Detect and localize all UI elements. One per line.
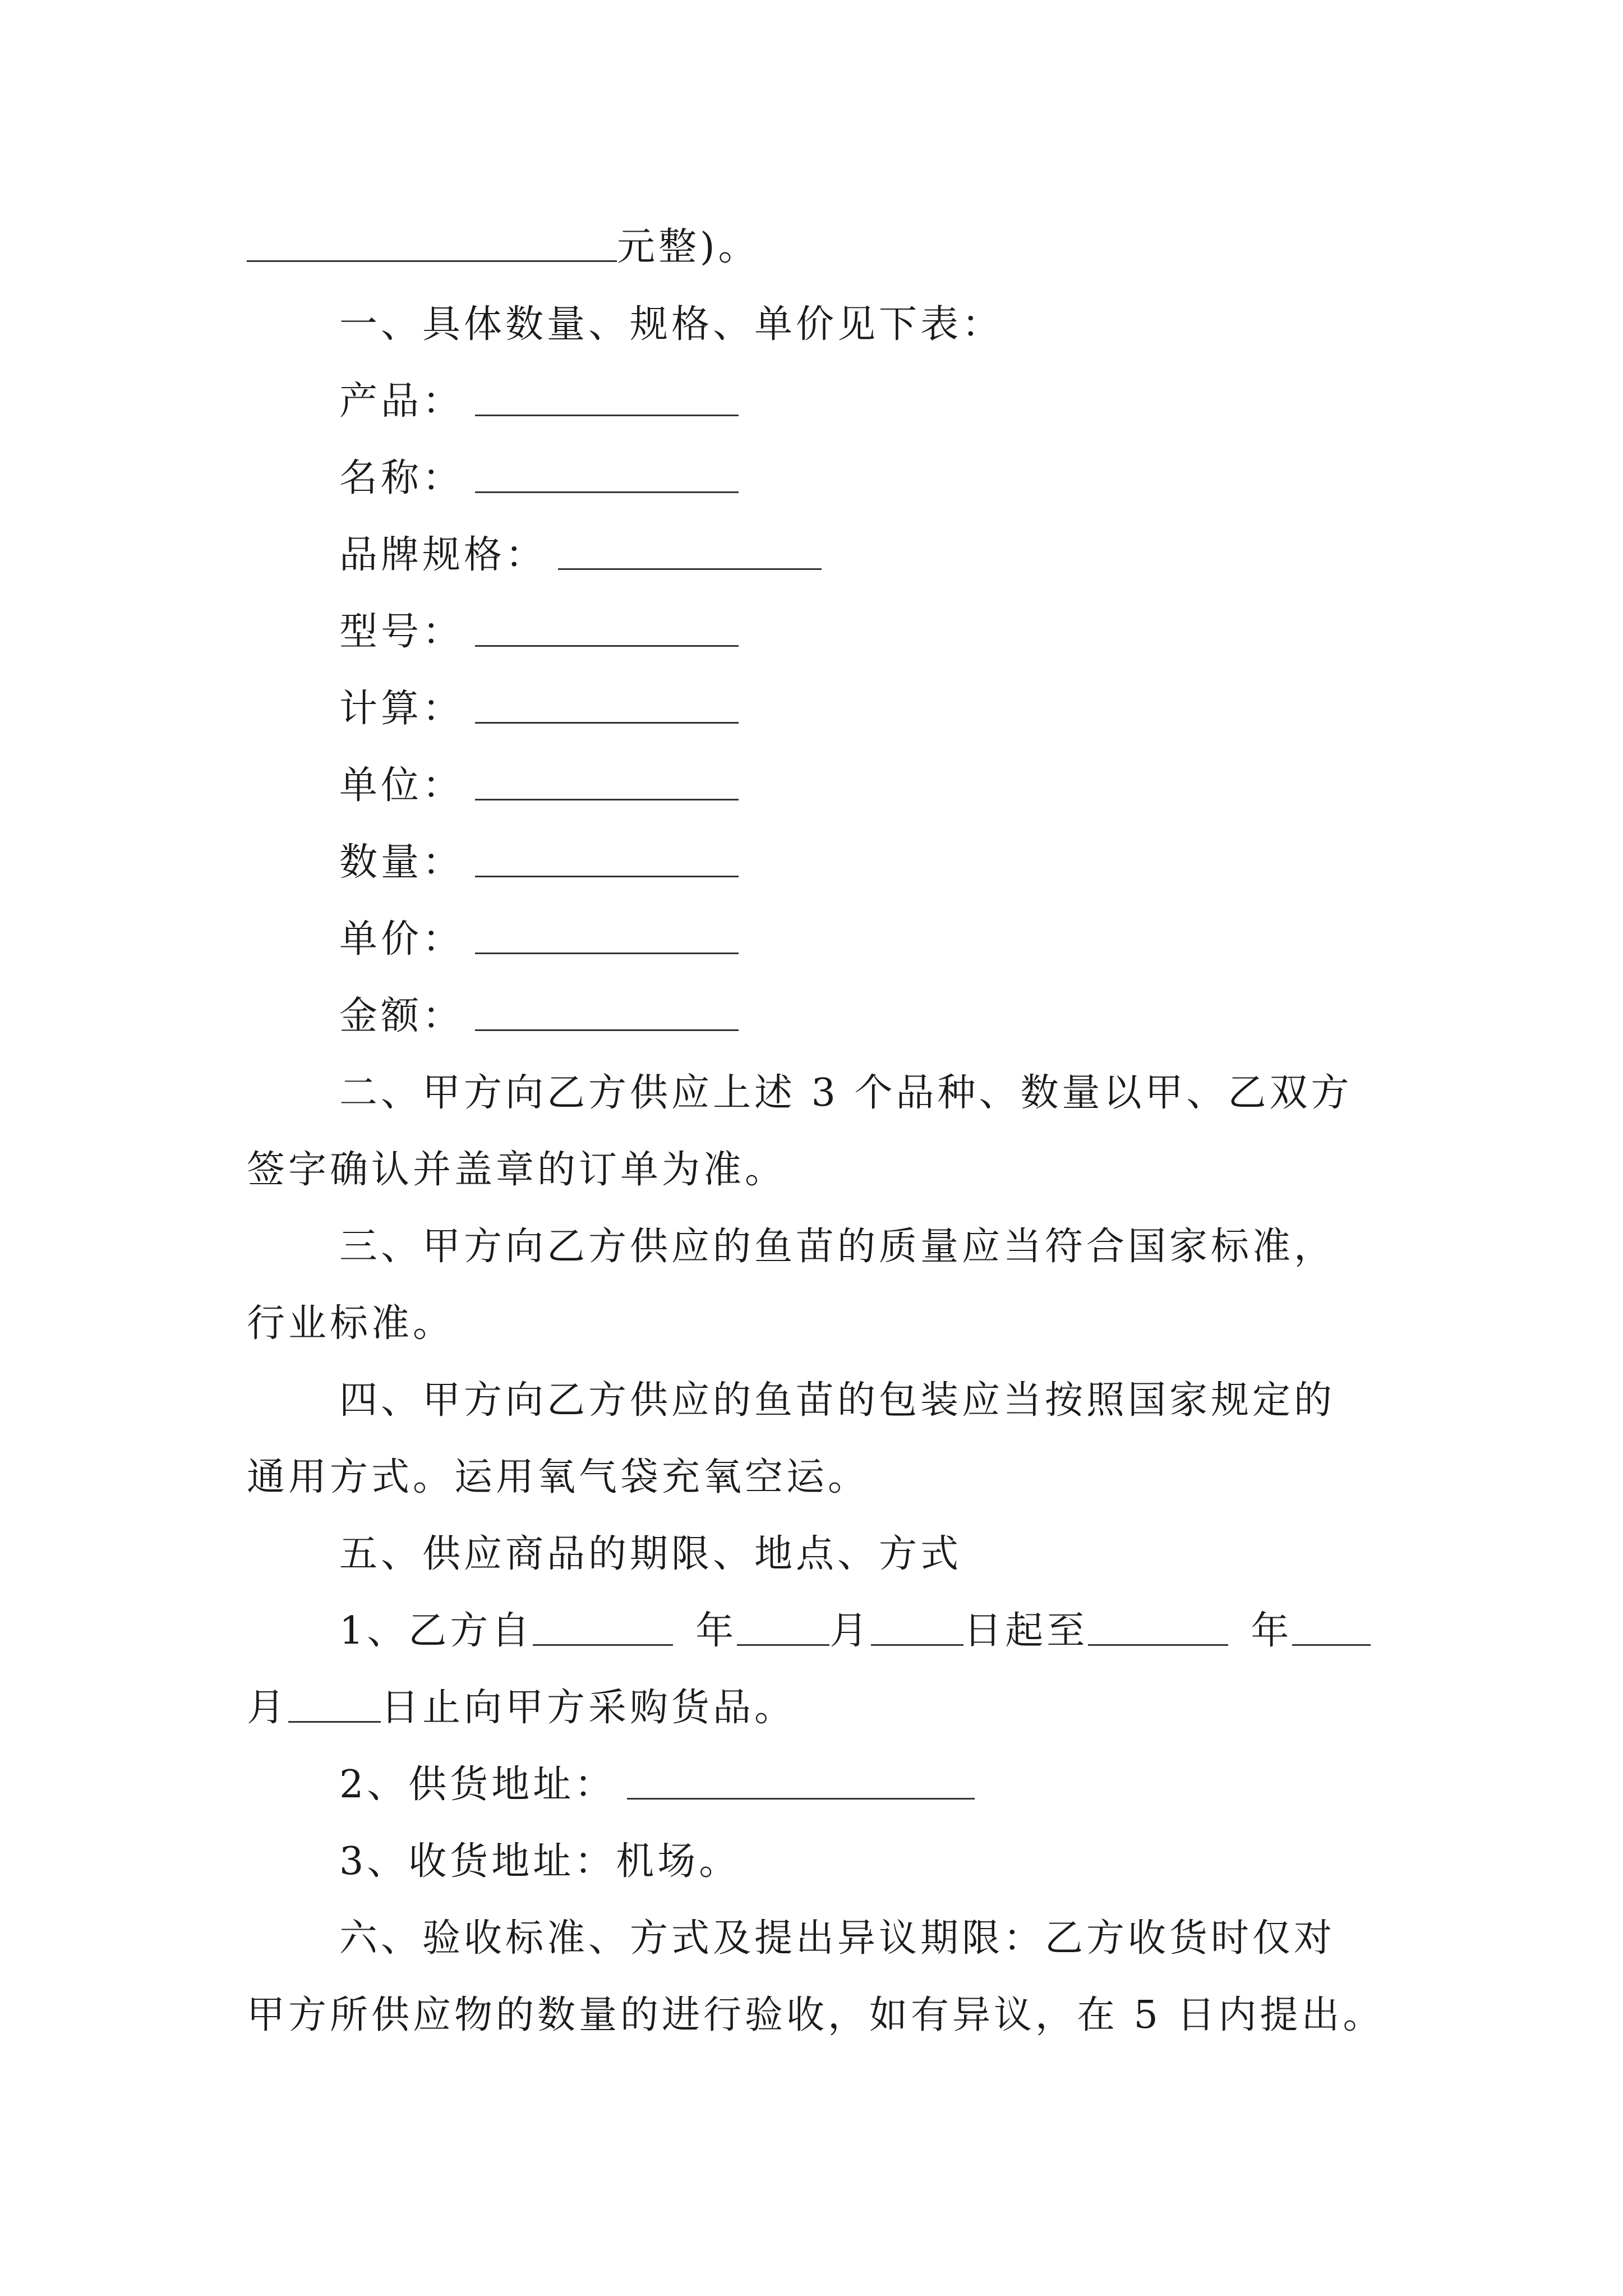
blank-start-day bbox=[871, 1644, 963, 1646]
section-3-text-2: 行业标准。 bbox=[247, 1301, 455, 1346]
blank-start-month bbox=[737, 1644, 829, 1646]
section-2-text-1: 二、甲方向乙方供应上述 3 个品种、数量以甲、乙双方 bbox=[339, 1071, 1353, 1115]
field-product-label: 产品： bbox=[339, 379, 464, 424]
line-amount-suffix bbox=[247, 210, 760, 269]
label-day-to: 日起至 bbox=[963, 1609, 1089, 1653]
amount-suffix-text: 元整)。 bbox=[617, 225, 760, 269]
section-2-line-1 bbox=[339, 1056, 1353, 1115]
item-1-from-text: 1、乙方自 bbox=[339, 1609, 533, 1653]
field-unit bbox=[339, 749, 739, 808]
blank-start-year bbox=[533, 1644, 673, 1646]
field-brand-spec bbox=[339, 518, 822, 577]
field-brand-spec-label: 品牌规格： bbox=[339, 533, 547, 577]
field-name-label: 名称： bbox=[339, 456, 464, 500]
label-month-2: 月 bbox=[247, 1686, 289, 1730]
section-2-text-2: 签字确认并盖章的订单为准。 bbox=[247, 1148, 787, 1192]
field-calc bbox=[339, 672, 739, 731]
label-month-1: 月 bbox=[829, 1609, 872, 1653]
section-5-heading bbox=[339, 1517, 962, 1576]
blank-end-year bbox=[1088, 1644, 1228, 1646]
label-year-1: 年 bbox=[695, 1609, 737, 1653]
field-brand-spec-blank bbox=[558, 568, 822, 570]
section-3-line-1 bbox=[339, 1210, 1336, 1269]
field-product bbox=[339, 365, 739, 424]
blank-end-day bbox=[288, 1720, 381, 1723]
field-name bbox=[339, 441, 739, 498]
section-6-text-1: 六、验收标准、方式及提出异议期限：乙方收货时仅对 bbox=[339, 1916, 1336, 1961]
section-1-heading-text: 一、具体数量、规格、单价见下表： bbox=[339, 302, 1004, 347]
section-3-line-2 bbox=[247, 1287, 455, 1346]
field-product-blank bbox=[475, 414, 739, 416]
section-4-text-1: 四、甲方向乙方供应的鱼苗的包装应当按照国家规定的 bbox=[339, 1378, 1336, 1423]
section-6-text-2: 甲方所供应物的数量的进行验收，如有异议，在 5 日内提出。 bbox=[247, 1993, 1385, 2037]
field-unit-price-label: 单价： bbox=[339, 917, 464, 961]
field-amount-blank bbox=[475, 1029, 739, 1031]
section-1-heading bbox=[339, 288, 1004, 347]
field-model-blank bbox=[475, 645, 739, 647]
section-5-heading-text: 五、供应商品的期限、地点、方式 bbox=[339, 1532, 962, 1576]
field-unit-label: 单位： bbox=[339, 763, 464, 808]
field-name-blank bbox=[475, 491, 739, 493]
field-model bbox=[339, 595, 739, 654]
item-1-line-2 bbox=[247, 1671, 796, 1730]
section-6-line-1 bbox=[339, 1902, 1336, 1961]
field-unit-price bbox=[339, 903, 739, 959]
field-model-label: 型号： bbox=[339, 610, 464, 654]
section-2-line-2 bbox=[247, 1133, 787, 1192]
section-4-line-2 bbox=[247, 1441, 869, 1497]
field-quantity bbox=[339, 826, 739, 885]
item-1-end-text: 日止向甲方采购货品。 bbox=[381, 1686, 796, 1730]
section-6-line-2 bbox=[247, 1978, 1385, 2035]
item-1-line-1 bbox=[339, 1594, 1371, 1653]
field-calc-label: 计算： bbox=[339, 687, 464, 731]
section-4-line-1 bbox=[339, 1364, 1336, 1423]
item-2-line bbox=[339, 1748, 975, 1807]
label-year-2: 年 bbox=[1251, 1609, 1293, 1653]
blank-amount bbox=[247, 260, 617, 262]
field-quantity-label: 数量： bbox=[339, 840, 464, 885]
supply-address-blank bbox=[627, 1797, 975, 1800]
blank-end-month bbox=[1292, 1644, 1371, 1646]
field-unit-blank bbox=[475, 798, 739, 800]
field-amount bbox=[339, 979, 739, 1036]
field-unit-price-blank bbox=[475, 952, 739, 954]
field-quantity-blank bbox=[475, 875, 739, 877]
item-3-line bbox=[339, 1825, 741, 1884]
section-4-text-2: 通用方式。运用氧气袋充氧空运。 bbox=[247, 1455, 870, 1499]
field-amount-label: 金额： bbox=[339, 994, 464, 1038]
section-3-text-1: 三、甲方向乙方供应的鱼苗的质量应当符合国家标准， bbox=[339, 1225, 1336, 1269]
receive-address-text: 3、收货地址：机场。 bbox=[339, 1839, 741, 1884]
field-calc-blank bbox=[475, 721, 739, 724]
supply-address-label: 2、供货地址： bbox=[339, 1763, 616, 1807]
